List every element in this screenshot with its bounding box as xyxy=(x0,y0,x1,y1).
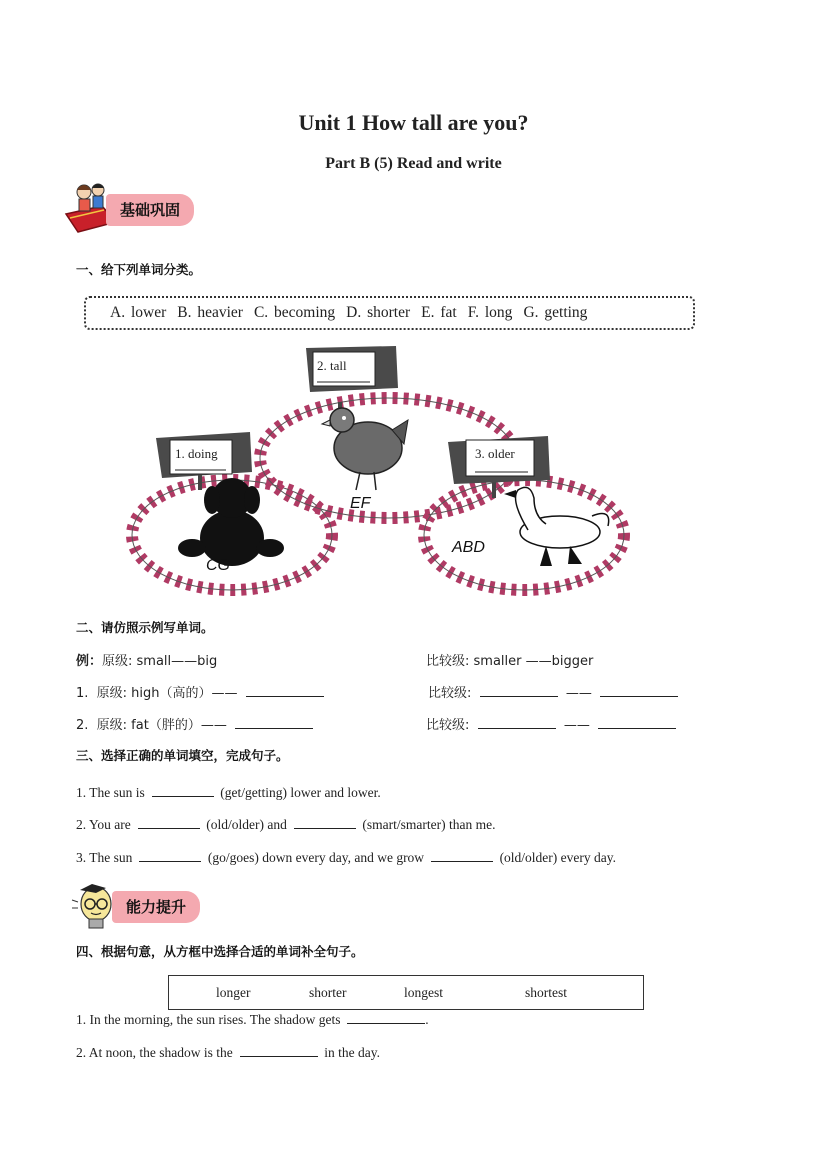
word-option: F. long xyxy=(467,304,513,321)
goose-icon xyxy=(504,487,609,566)
page-subtitle: Part B (5) Read and write xyxy=(325,155,502,172)
q1-heading: 一、给下列单词分类。 xyxy=(76,262,202,277)
answer-blank[interactable] xyxy=(235,714,313,729)
section-badge-basic: 基础巩固 xyxy=(106,194,194,226)
word-bank-item: longer xyxy=(216,985,251,1000)
sign-label: 3. older xyxy=(475,446,515,461)
answer-blank[interactable] xyxy=(240,1042,318,1057)
row-number: 1. xyxy=(76,686,89,701)
q2-example-left xyxy=(76,650,217,669)
q4-sentence-1: 1. In the morning, the sun rises. The shadow gets . xyxy=(76,1009,429,1028)
dash: —— xyxy=(563,718,590,733)
answer-blank[interactable] xyxy=(294,814,356,829)
answer-blank[interactable] xyxy=(431,847,493,862)
answer-blank[interactable] xyxy=(480,682,558,697)
sentence-text: (old/older) every day. xyxy=(499,850,617,865)
answer-blank[interactable] xyxy=(246,682,324,697)
q2-heading: 二、请仿照示例写单词。 xyxy=(76,620,214,635)
sign-label: 1. doing xyxy=(175,446,218,461)
q2-row2-left xyxy=(76,714,313,733)
sentence-text: in the day. xyxy=(324,1045,380,1060)
section-badge-advanced: 能力提升 xyxy=(112,891,200,923)
sentence-text: 1. The sun is xyxy=(76,785,145,800)
sentence-text: 2. You are xyxy=(76,817,131,832)
pen-letters: CG xyxy=(206,557,230,574)
row-label: 比较级: xyxy=(426,718,470,733)
row-label: 比较级: xyxy=(428,686,472,701)
row-number: 2. xyxy=(76,718,89,733)
sentence-text: (go/goes) down every day, and we grow xyxy=(207,850,425,865)
answer-blank[interactable] xyxy=(598,714,676,729)
example-label: 例： xyxy=(76,654,103,669)
answer-blank[interactable] xyxy=(152,782,214,797)
word-option: A. lower xyxy=(110,304,167,321)
pen-letters: ABD xyxy=(452,539,485,556)
word-option: E. fat xyxy=(421,304,457,321)
sentence-text: 3. The sun xyxy=(76,850,133,865)
word-option: D. shorter xyxy=(346,304,411,321)
sentence-text: (get/getting) lower and lower. xyxy=(220,785,381,800)
dog-icon xyxy=(178,478,284,566)
word-option: G. getting xyxy=(523,304,588,321)
animal-pens-illustration xyxy=(120,340,640,605)
word-bank-item: shorter xyxy=(309,985,347,1000)
q2-example-right: 比较级: smaller ——bigger xyxy=(426,654,594,669)
page-title: Unit 1 How tall are you? xyxy=(298,110,529,135)
answer-blank[interactable] xyxy=(138,814,200,829)
word-bank-box xyxy=(168,975,644,1010)
answer-blank[interactable] xyxy=(600,682,678,697)
q4-heading: 四、根据句意，从方框中选择合适的单词补全句子。 xyxy=(76,944,364,959)
row-text: 原级: fat（胖的）—— xyxy=(96,718,227,733)
q2-row2-right xyxy=(426,714,676,733)
word-options-box xyxy=(84,296,695,330)
example-left-text: 原级: small——big xyxy=(102,654,218,669)
word-option: B. heavier xyxy=(177,304,243,321)
sentence-text: 2. At noon, the shadow is the xyxy=(76,1045,233,1060)
pen-letters: EF xyxy=(350,495,371,512)
hen-icon xyxy=(322,408,408,490)
answer-blank[interactable] xyxy=(347,1009,425,1024)
q3-heading: 三、选择正确的单词填空，完成句子。 xyxy=(76,748,289,763)
q2-row1-right xyxy=(428,682,678,701)
sentence-text: 1. In the morning, the sun rises. The shadow gets xyxy=(76,1012,341,1027)
q3-sentence-1 xyxy=(76,782,381,801)
q4-sentence-2 xyxy=(76,1042,380,1061)
row-text: 原级: high（高的）—— xyxy=(96,686,238,701)
q2-row1-left xyxy=(76,682,324,701)
dash: —— xyxy=(565,686,592,701)
word-bank-item: longest xyxy=(404,985,443,1000)
sentence-text: (old/older) and xyxy=(206,817,287,832)
answer-blank[interactable] xyxy=(139,847,201,862)
sentence-text: (smart/smarter) than me. xyxy=(362,817,496,832)
answer-blank[interactable] xyxy=(478,714,556,729)
word-option: C. becoming xyxy=(253,304,336,321)
sign-label: 2. tall xyxy=(317,358,347,373)
lightbulb-head-icon xyxy=(70,882,118,930)
q3-sentence-3 xyxy=(76,847,616,866)
q3-sentence-2 xyxy=(76,814,495,833)
word-bank-item: shortest xyxy=(525,985,567,1000)
